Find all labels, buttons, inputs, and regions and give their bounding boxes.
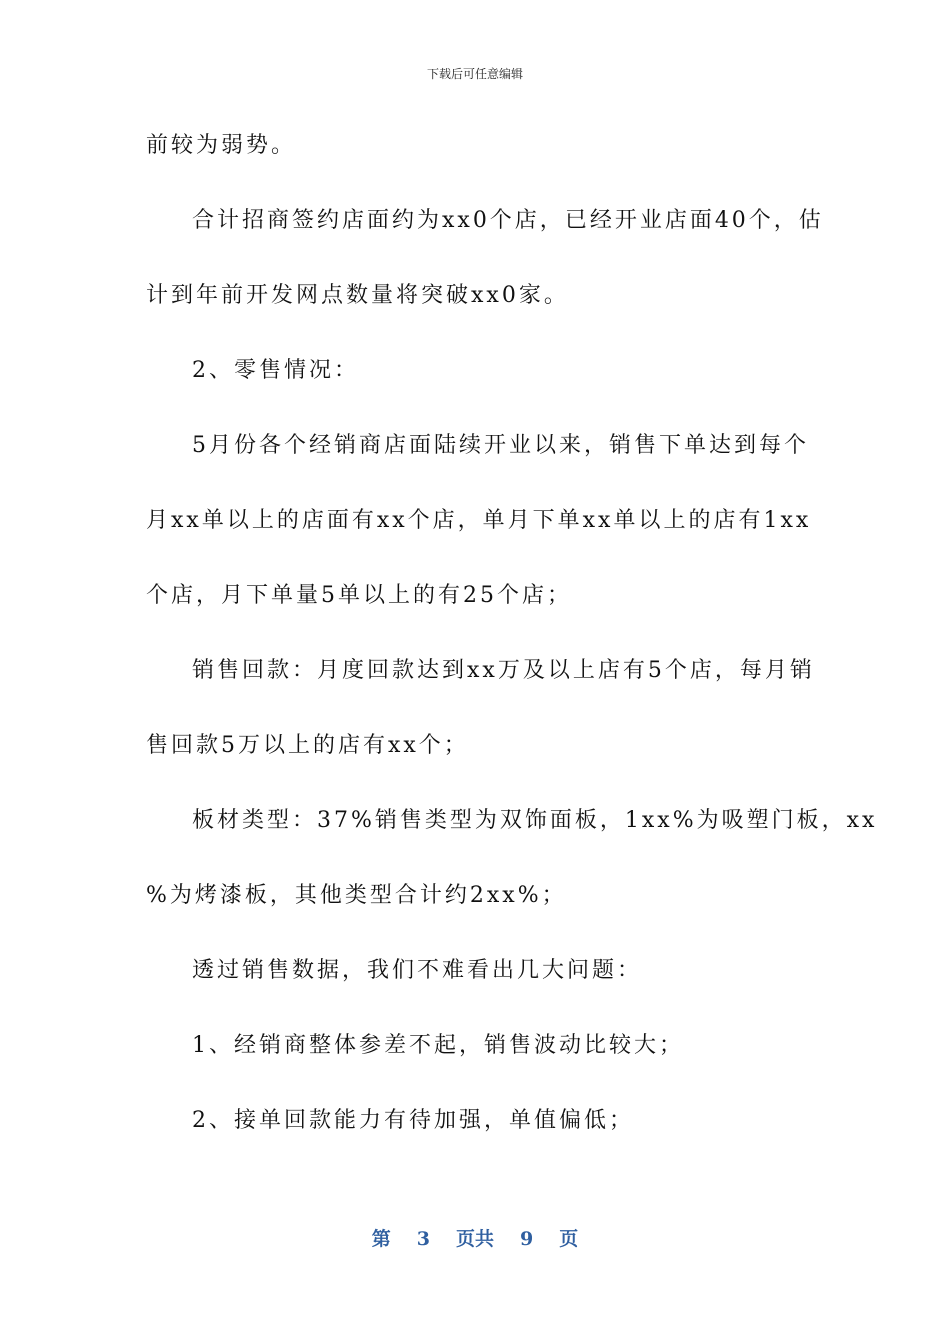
paragraph-line: 销售回款：月度回款达到xx万及以上店有5个店，每月销 [192, 658, 815, 683]
paragraph-line: 5月份各个经销商店面陆续开业以来，销售下单达到每个 [192, 433, 809, 458]
paragraph-line: 售回款5万以上的店有xx个； [146, 733, 469, 758]
footer-prefix: 第 [371, 1228, 391, 1250]
page-number-footer [0, 1226, 950, 1252]
paragraph-line: %为烤漆板，其他类型合计约2xx%； [146, 883, 567, 908]
total-page-number: 9 [520, 1228, 534, 1250]
current-page-number: 3 [416, 1228, 430, 1250]
paragraph-line: 月xx单以上的店面有xx个店，单月下单xx单以上的店有1xx [146, 508, 812, 533]
list-item: 1、经销商整体参差不起，销售波动比较大； [192, 1033, 684, 1058]
paragraph-line: 计到年前开发网点数量将突破xx0家。 [146, 283, 569, 308]
footer-middle: 页共 [455, 1228, 494, 1250]
paragraph-line: 合计招商签约店面约为xx0个店，已经开业店面40个，估 [192, 208, 824, 233]
section-heading: 2、零售情况： [192, 358, 359, 383]
footer-suffix: 页 [559, 1228, 579, 1250]
paragraph-line: 透过销售数据，我们不难看出几大问题： [192, 958, 643, 983]
page-header: 下载后可任意编辑 [426, 67, 523, 81]
list-item: 2、接单回款能力有待加强，单值偏低； [192, 1108, 634, 1133]
paragraph-line: 个店，月下单量5单以上的有25个店； [146, 583, 572, 608]
paragraph-line: 前较为弱势。 [146, 133, 297, 158]
paragraph-line: 板材类型：37%销售类型为双饰面板，1xx%为吸塑门板，xx [192, 808, 878, 833]
document-body [146, 128, 878, 1178]
